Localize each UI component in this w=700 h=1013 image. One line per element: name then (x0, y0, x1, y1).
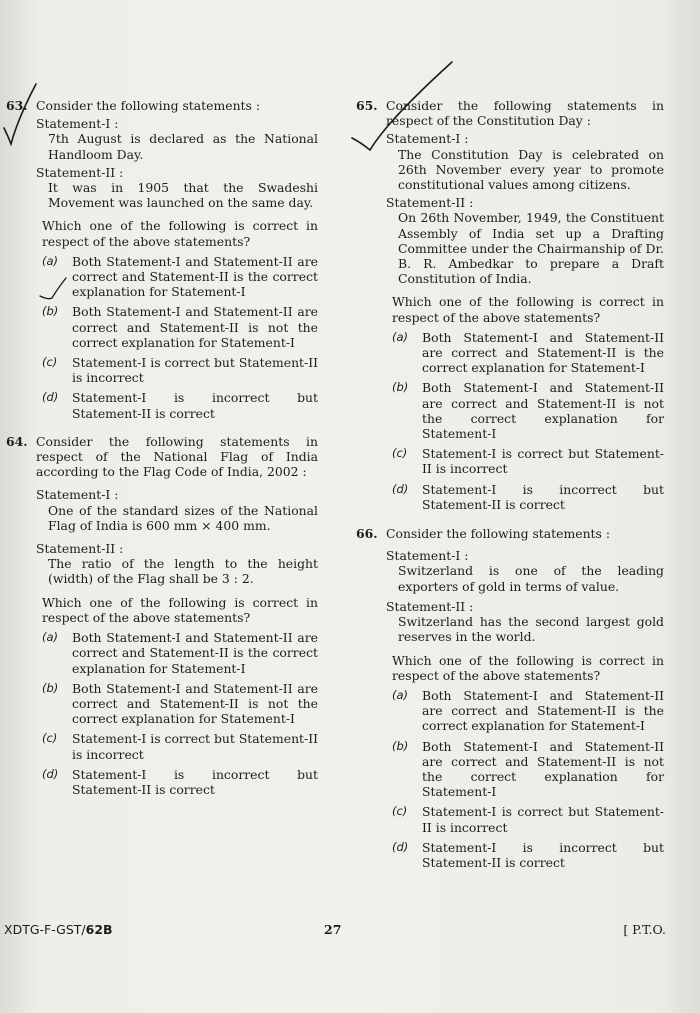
option-label: (a) (42, 253, 59, 268)
option-text: Statement-I is incorrect but Statement-II is correct (72, 390, 318, 421)
option-label: (c) (42, 355, 58, 370)
statement-1-label: Statement-I : (36, 487, 119, 503)
option-label: (a) (42, 630, 59, 645)
option-a[interactable] (392, 330, 664, 376)
question-64 (6, 434, 318, 797)
option-label: (b) (42, 680, 59, 695)
option-text: Both Statement-I and Statement-II are correct and Statement-II is the correct explanation for Statement-I (72, 630, 318, 676)
statement-1-text: The Constitution Day is celebrated on 26th November every year to promote constitutional values among citizens. (398, 146, 664, 193)
statement-2-text: Switzerland has the second largest gold reserves in the world. (398, 614, 664, 645)
option-text: Both Statement-I and Statement-II are correct and Statement-II is the correct explanation for Statement-I (72, 253, 318, 300)
option-b[interactable] (42, 681, 318, 727)
option-d[interactable] (392, 482, 664, 512)
option-text: Statement-I is correct but Statement-II is incorrect (422, 804, 664, 835)
statement-1-text: One of the standard sizes of the National Flag of India is 600 mm × 400 mm. (48, 502, 318, 533)
paper-code-suffix: 62B (85, 922, 113, 937)
paper-code-prefix: XDTG-F-GST/ (4, 922, 86, 937)
option-label: (b) (392, 380, 409, 395)
question-number: 63. (6, 98, 28, 113)
pto-label: [ P.T.O. (623, 922, 666, 937)
question-ask: Which one of the following is correct in respect of the above statements? (392, 652, 664, 683)
option-label: (a) (392, 687, 409, 702)
question-intro: Consider the following statements : (36, 98, 260, 113)
statement-2-label: Statement-II : (386, 195, 474, 211)
option-text: Both Statement-I and Statement-II are correct and Statement-II is the correct explanation for Statement-I (422, 687, 664, 734)
option-label: (c) (392, 804, 408, 819)
statement-2-label: Statement-II : (386, 598, 474, 614)
option-text: Statement-I is incorrect but Statement-II is correct (72, 766, 318, 797)
question-ask: Which one of the following is correct in respect of the above statements? (42, 218, 318, 249)
question-ask: Which one of the following is correct in respect of the above statements? (42, 594, 318, 625)
option-c[interactable] (42, 355, 318, 385)
option-c[interactable] (392, 446, 664, 476)
option-text: Both Statement-I and Statement-II are correct and Statement-II is not the correct explanation for Statement-I (422, 380, 664, 442)
statement-2-text: It was in 1905 that the Swadeshi Movement was launched on the same day. (48, 180, 318, 211)
question-intro: Consider the following statements in respect of the National Flag of India according to the Flag Code of India, 2002 : (36, 433, 318, 480)
option-c[interactable] (42, 731, 318, 761)
page-footer (0, 922, 700, 942)
statement-1-label: Statement-I : (386, 548, 469, 564)
option-b[interactable] (392, 739, 664, 800)
question-number: 66. (356, 526, 378, 542)
option-text: Statement-I is incorrect but Statement-II is correct (422, 839, 664, 870)
question-63 (6, 98, 318, 421)
option-a[interactable] (42, 254, 318, 300)
question-number: 64. (6, 433, 28, 449)
option-text: Statement-I is correct but Statement-II is incorrect (422, 446, 664, 477)
page-number: 27 (324, 922, 342, 937)
option-text: Statement-I is correct but Statement-II is incorrect (72, 731, 318, 762)
option-label: (d) (392, 839, 409, 854)
statement-1-label: Statement-I : (36, 116, 119, 132)
option-label: (b) (42, 304, 59, 319)
option-label: (d) (42, 390, 59, 405)
statement-2-label: Statement-II : (36, 164, 124, 180)
statement-1-label: Statement-I : (386, 131, 469, 147)
option-label: (d) (42, 766, 59, 781)
question-intro: Consider the following statements in respect of the Constitution Day : (386, 98, 664, 129)
option-text: Statement-I is incorrect but Statement-II is correct (422, 481, 664, 512)
statement-1-text: Switzerland is one of the leading exporters of gold in terms of value. (398, 563, 664, 594)
question-ask: Which one of the following is correct in respect of the above statements? (392, 294, 664, 325)
option-label: (c) (392, 446, 408, 461)
option-a[interactable] (392, 688, 664, 734)
option-text: Both Statement-I and Statement-II are correct and Statement-II is not the correct explanation for Statement-I (72, 680, 318, 727)
option-label: (a) (392, 329, 409, 344)
option-c[interactable] (392, 804, 664, 834)
statement-2-text: On 26th November, 1949, the Constituent Assembly of India set up a Drafting Committee under the Chairmanship of Dr. B. R. Ambedkar to prepare a Draft Constitution of India. (398, 210, 664, 287)
option-b[interactable] (42, 304, 318, 350)
option-b[interactable] (392, 380, 664, 441)
question-number: 65. (356, 98, 378, 113)
option-d[interactable] (392, 840, 664, 870)
statement-2-text: The ratio of the length to the height (width) of the Flag shall be 3 : 2. (48, 556, 318, 587)
option-label: (c) (42, 731, 58, 746)
option-a[interactable] (42, 630, 318, 676)
option-text: Both Statement-I and Statement-II are correct and Statement-II is the correct explanation for Statement-I (422, 329, 664, 376)
question-intro: Consider the following statements : (386, 526, 610, 542)
left-column (6, 98, 318, 797)
option-text: Both Statement-I and Statement-II are correct and Statement-II is not the correct explanation for Statement-I (422, 738, 664, 800)
paper-code (4, 922, 113, 937)
option-label: (d) (392, 481, 409, 496)
option-d[interactable] (42, 767, 318, 797)
question-66 (356, 526, 664, 870)
option-label: (b) (392, 738, 409, 753)
right-column (356, 98, 664, 870)
statement-1-text: 7th August is declared as the National Handloom Day. (48, 131, 318, 162)
option-d[interactable] (42, 390, 318, 420)
option-text: Statement-I is correct but Statement-II is incorrect (72, 355, 318, 386)
question-65 (356, 98, 664, 512)
statement-2-label: Statement-II : (36, 541, 124, 557)
option-text: Both Statement-I and Statement-II are correct and Statement-II is not the correct explanation for Statement-I (72, 304, 318, 350)
